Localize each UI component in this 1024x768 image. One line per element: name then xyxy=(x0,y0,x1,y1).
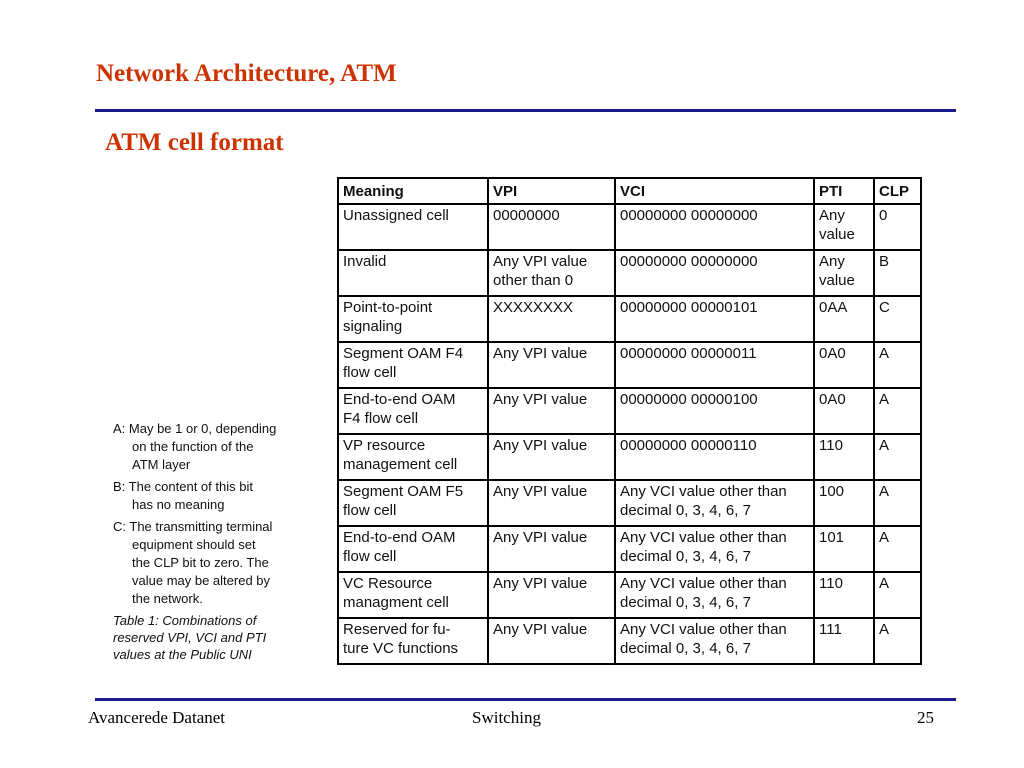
note-line: B: The content of this bit xyxy=(113,479,253,494)
cell-line: 00000000 00000000 xyxy=(620,253,758,270)
table-row xyxy=(338,342,921,388)
cell-clp xyxy=(874,388,921,434)
cell-vpi xyxy=(488,250,615,296)
cell-line: A xyxy=(879,575,890,592)
header-vci: VCI xyxy=(615,178,814,204)
cell-line: decimal 0, 3, 4, 6, 7 xyxy=(620,640,751,657)
note-line: on the function of the xyxy=(132,439,254,454)
cell-line: Any xyxy=(819,253,845,270)
cell-line: Any VPI value xyxy=(493,437,588,454)
cell-meaning xyxy=(338,618,488,664)
cell-line: A xyxy=(879,391,890,408)
table-row xyxy=(338,388,921,434)
footer-topic: Switching xyxy=(472,708,541,727)
cell-vci xyxy=(615,572,814,618)
cell-line: VP resource xyxy=(343,437,426,454)
header-vpi: VPI xyxy=(488,178,615,204)
header-clp: CLP xyxy=(874,178,921,204)
cell-meaning xyxy=(338,250,488,296)
cell-meaning xyxy=(338,434,488,480)
slide-subtitle: ATM cell format xyxy=(105,129,284,156)
bottom-divider xyxy=(95,698,956,701)
cell-pti xyxy=(814,388,874,434)
cell-line: Any VPI value xyxy=(493,621,588,638)
cell-clp xyxy=(874,618,921,664)
cell-vpi xyxy=(488,434,615,480)
cell-clp xyxy=(874,526,921,572)
cell-line: Any VPI value xyxy=(493,391,588,408)
cell-line: Any VCI value other than xyxy=(620,621,787,638)
cell-line: 0A0 xyxy=(819,391,846,408)
cell-line: 0AA xyxy=(819,299,848,316)
cell-vpi xyxy=(488,204,615,250)
cell-line: flow cell xyxy=(343,502,397,519)
cell-line: B xyxy=(879,253,890,270)
cell-vci xyxy=(615,480,814,526)
table-row xyxy=(338,204,921,250)
cell-line: Any VCI value other than xyxy=(620,529,787,546)
cell-line: flow cell xyxy=(343,548,397,565)
note-line: the network. xyxy=(132,591,203,606)
cell-line: managment cell xyxy=(343,594,449,611)
cell-line: value xyxy=(819,226,855,243)
cell-line: End-to-end OAM xyxy=(343,391,456,408)
table-row xyxy=(338,526,921,572)
cell-meaning xyxy=(338,526,488,572)
cell-line: A xyxy=(879,621,890,638)
table-notes xyxy=(113,420,313,663)
cell-pti xyxy=(814,342,874,388)
table-row xyxy=(338,480,921,526)
cell-pti xyxy=(814,572,874,618)
note-line: A: May be 1 or 0, depending xyxy=(113,421,277,436)
cell-line: A xyxy=(879,483,890,500)
cell-vpi xyxy=(488,480,615,526)
cell-line: decimal 0, 3, 4, 6, 7 xyxy=(620,548,751,565)
cell-clp xyxy=(874,572,921,618)
cell-vpi xyxy=(488,526,615,572)
cell-pti xyxy=(814,618,874,664)
cell-line: decimal 0, 3, 4, 6, 7 xyxy=(620,594,751,611)
cell-vci xyxy=(615,296,814,342)
cell-line: 110 xyxy=(819,575,843,592)
cell-line: Any VCI value other than xyxy=(620,575,787,592)
cell-pti xyxy=(814,480,874,526)
table-row xyxy=(338,250,921,296)
table-caption xyxy=(113,612,313,663)
cell-vci xyxy=(615,434,814,480)
cell-line: 00000000 00000110 xyxy=(620,437,757,454)
cell-vci xyxy=(615,204,814,250)
top-divider xyxy=(95,109,956,112)
cell-line: 100 xyxy=(819,483,845,500)
cell-line: Point-to-point xyxy=(343,299,433,316)
cell-pti xyxy=(814,434,874,480)
cell-line: Reserved for fu- xyxy=(343,621,451,638)
cell-line: Any VPI value xyxy=(493,575,588,592)
cell-line: signaling xyxy=(343,318,403,335)
note-line: the CLP bit to zero. The xyxy=(132,555,269,570)
cell-line: ture VC functions xyxy=(343,640,459,657)
cell-pti xyxy=(814,204,874,250)
cell-line: End-to-end OAM xyxy=(343,529,456,546)
cell-line: flow cell xyxy=(343,364,397,381)
cell-line: A xyxy=(879,345,890,362)
cell-clp xyxy=(874,342,921,388)
cell-vci xyxy=(615,526,814,572)
note-item xyxy=(113,518,313,608)
cell-line: A xyxy=(879,529,890,546)
cell-line: XXXXXXXX xyxy=(493,299,574,316)
cell-vpi xyxy=(488,572,615,618)
table-header-row xyxy=(338,178,921,204)
cell-pti xyxy=(814,526,874,572)
cell-clp xyxy=(874,204,921,250)
cell-vpi xyxy=(488,342,615,388)
cell-line: management cell xyxy=(343,456,458,473)
note-line: C: The transmitting terminal xyxy=(113,519,273,534)
cell-line: 00000000 00000000 xyxy=(620,207,758,224)
cell-clp xyxy=(874,296,921,342)
page-number: 25 xyxy=(917,708,934,727)
cell-clp xyxy=(874,480,921,526)
cell-line: Segment OAM F5 xyxy=(343,483,464,500)
cell-line: decimal 0, 3, 4, 6, 7 xyxy=(620,502,751,519)
atm-cell-table xyxy=(337,177,922,665)
cell-line: 00000000 00000101 xyxy=(620,299,758,316)
table-row xyxy=(338,296,921,342)
cell-line: 110 xyxy=(819,437,843,454)
cell-meaning xyxy=(338,572,488,618)
footer-course: Avancerede Datanet xyxy=(88,708,226,727)
cell-line: VC Resource xyxy=(343,575,433,592)
caption-line: Table 1: Combinations of xyxy=(113,613,257,628)
table-row xyxy=(338,434,921,480)
cell-meaning xyxy=(338,296,488,342)
header-pti: PTI xyxy=(814,178,874,204)
cell-meaning xyxy=(338,480,488,526)
cell-line: 0 xyxy=(879,207,888,224)
cell-line: other than 0 xyxy=(493,272,574,289)
cell-line: Segment OAM F4 xyxy=(343,345,464,362)
note-line: equipment should set xyxy=(132,537,256,552)
cell-line: Any VCI value other than xyxy=(620,483,787,500)
table-row xyxy=(338,618,921,664)
cell-line: Unassigned cell xyxy=(343,207,449,224)
cell-line: 101 xyxy=(819,529,845,546)
caption-line: reserved VPI, VCI and PTI xyxy=(113,630,267,645)
cell-line: 00000000 00000100 xyxy=(620,391,758,408)
cell-line: C xyxy=(879,299,890,316)
cell-line: 111 xyxy=(819,621,842,638)
cell-line: Any VPI value xyxy=(493,253,588,270)
cell-vci xyxy=(615,342,814,388)
cell-vci xyxy=(615,618,814,664)
cell-line: value xyxy=(819,272,855,289)
cell-pti xyxy=(814,296,874,342)
cell-line: F4 flow cell xyxy=(343,410,419,427)
cell-vci xyxy=(615,388,814,434)
cell-line: Any VPI value xyxy=(493,529,588,546)
cell-line: Any VPI value xyxy=(493,345,588,362)
cell-line: Any VPI value xyxy=(493,483,588,500)
cell-vpi xyxy=(488,388,615,434)
table-row xyxy=(338,572,921,618)
cell-line: A xyxy=(879,437,890,454)
cell-vci xyxy=(615,250,814,296)
cell-meaning xyxy=(338,342,488,388)
header-meaning: Meaning xyxy=(338,178,488,204)
note-item xyxy=(113,478,313,514)
cell-pti xyxy=(814,250,874,296)
cell-line: Any xyxy=(819,207,845,224)
cell-line: 00000000 xyxy=(493,207,560,224)
note-line: ATM layer xyxy=(132,457,191,472)
slide-title: Network Architecture, ATM xyxy=(96,60,397,87)
cell-clp xyxy=(874,434,921,480)
cell-clp xyxy=(874,250,921,296)
note-line: has no meaning xyxy=(132,497,225,512)
cell-vpi xyxy=(488,296,615,342)
note-line: value may be altered by xyxy=(132,573,271,588)
cell-line: Invalid xyxy=(343,253,387,270)
caption-line: values at the Public UNI xyxy=(113,647,252,662)
cell-meaning xyxy=(338,388,488,434)
cell-line: 00000000 00000011 xyxy=(620,345,757,362)
cell-meaning xyxy=(338,204,488,250)
note-item xyxy=(113,420,313,474)
cell-line: 0A0 xyxy=(819,345,846,362)
cell-vpi xyxy=(488,618,615,664)
